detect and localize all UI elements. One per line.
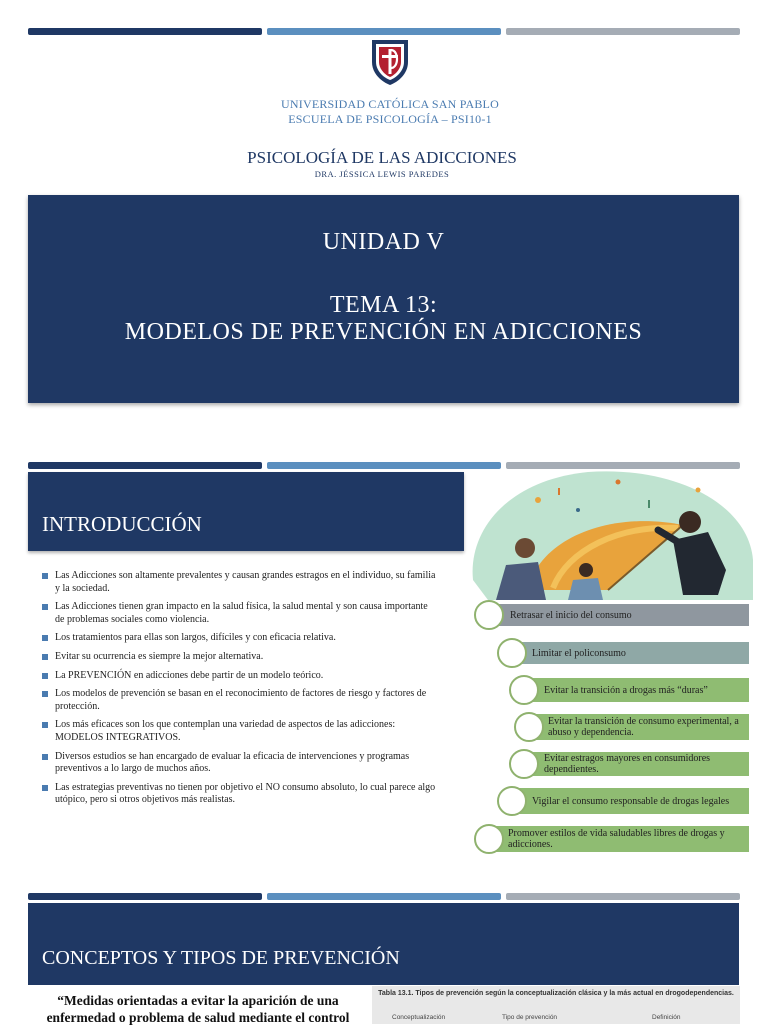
- intro-heading-banner: [28, 472, 464, 551]
- university-name: UNIVERSIDAD CATÓLICA SAN PABLO: [281, 97, 499, 111]
- objective-step-7: Promover estilos de vida saludables libres de drogas y adicciones.: [490, 826, 749, 852]
- definition-quote: “Medidas orientadas a evitar la aparición de una enfermedad o problema de salud mediante el control: [46, 993, 350, 1025]
- step-marker-6: [497, 786, 527, 816]
- accent-bar-navy: [28, 28, 262, 35]
- objective-step-3: Evitar la transición a drogas más “duras”: [524, 678, 749, 702]
- title-banner: [28, 195, 739, 403]
- list-item: Diversos estudios se han encargado de evaluar la eficacia de intervenciones y programas preventivos a lo largo de muchos años.: [55, 751, 438, 776]
- step-marker-2: [497, 638, 527, 668]
- list-item: Las estrategias preventivas no tienen por objetivo el NO consumo absoluto, lo cual parece algo utópico, pero si otros objetivos más realistas.: [55, 782, 438, 807]
- umbrella-illustration: [468, 470, 753, 600]
- university-crest-icon: [370, 38, 410, 86]
- professor-name: DRA. JÉSSICA LEWIS PAREDES: [314, 169, 450, 179]
- accent-bar-navy: [28, 893, 262, 900]
- step-marker-5: [509, 749, 539, 779]
- list-item: Evitar su ocurrencia es siempre la mejor alternativa.: [55, 651, 438, 664]
- list-item: La PREVENCIÓN en adicciones debe partir de un modelo teórico.: [55, 670, 438, 683]
- topic-label: TEMA 13:: [329, 292, 438, 318]
- accent-bar-gray: [506, 28, 740, 35]
- table-header-cell: Tipo de prevención: [502, 1014, 558, 1021]
- topic-title: MODELOS DE PREVENCIÓN EN ADICCIONES: [124, 319, 643, 345]
- list-item: Los modelos de prevención se basan en el reconocimiento de factores de riesgo y factores de protección.: [55, 688, 438, 713]
- accent-bar-gray: [506, 893, 740, 900]
- accent-bar-blue: [267, 28, 501, 35]
- accent-bar-blue: [267, 462, 501, 469]
- concepts-heading-banner: [28, 903, 739, 985]
- list-item: Los tratamientos para ellas son largos, difíciles y con eficacia relativa.: [55, 632, 438, 645]
- concepts-heading: CONCEPTOS Y TIPOS DE PREVENCIÓN: [42, 947, 400, 969]
- table-header-cell: Definición: [652, 1014, 681, 1021]
- objective-step-5: Evitar estragos mayores en consumidores dependientes.: [524, 752, 749, 776]
- intro-bullet-list: [55, 570, 438, 813]
- objective-step-6: Vigilar el consumo responsable de drogas legales: [512, 788, 749, 814]
- accent-bar-gray: [506, 462, 740, 469]
- step-marker-3: [509, 675, 539, 705]
- list-item: Los más eficaces son los que contemplan una variedad de aspectos de las adicciones: MODELOS INTEGRATIVOS.: [55, 719, 438, 744]
- accent-bar-blue: [267, 893, 501, 900]
- objective-step-2: Limitar el policonsumo: [512, 642, 749, 664]
- accent-bar-navy: [28, 462, 262, 469]
- step-marker-7: [474, 824, 504, 854]
- table-header-cell: Conceptualización: [392, 1014, 446, 1021]
- course-title: PSICOLOGÍA DE LAS ADICCIONES: [247, 148, 517, 167]
- table-title: Tabla 13.1. Tipos de prevención según la conceptualización clásica y la más actual en drogodependencias.: [378, 990, 734, 997]
- objective-step-1: Retrasar el inicio del consumo: [490, 604, 749, 626]
- intro-heading: INTRODUCCIÓN: [42, 512, 202, 536]
- list-item: Las Adicciones son altamente prevalentes y causan grandes estragos en el individuo, su familia y la sociedad.: [55, 570, 438, 595]
- list-item: Las Adicciones tienen gran impacto en la salud física, la salud mental y son causa importante de problemas sociales como violencia.: [55, 601, 438, 626]
- school-name: ESCUELA DE PSICOLOGÍA – PSI10-1: [288, 112, 492, 126]
- unit-label: UNIDAD V: [322, 229, 445, 255]
- objective-step-4: Evitar la transición de consumo experimental, a abuso y dependencia.: [530, 714, 749, 740]
- step-marker-1: [474, 600, 504, 630]
- step-marker-4: [514, 712, 544, 742]
